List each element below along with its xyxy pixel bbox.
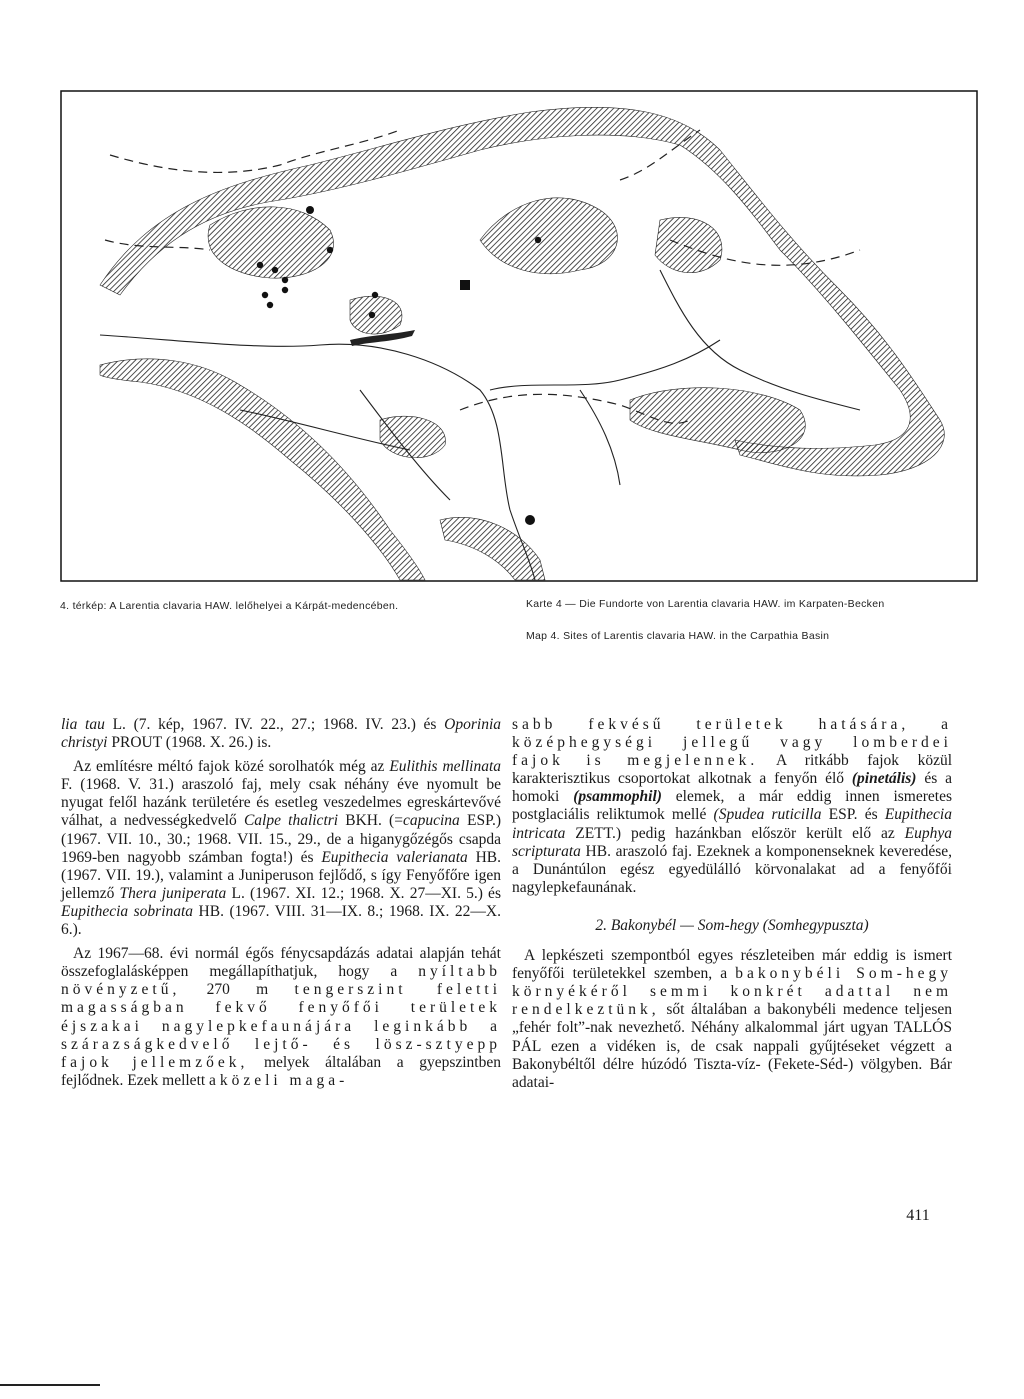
left-paragraph-3: Az 1967—68. évi normál égős fénycsapdázás adatai alapján tehát összefoglalásképpen megállapíthatjuk, hogy a nyíltabb növényzetű, 270 m tengerszint feletti magasságban fekvő fenyőfői területek éjszakai nagylepkefaunájára leginkább a szárazságkedvelő lejtő- és lösz-sztyepp fajok jellemzőek, melyek általában a gyepszintben fejlődnek. Ezek mellett a közeli maga- <box>61 945 501 1089</box>
map-caption-english: Map 4. Sites of Larentis clavaria HAW. in the Carpathia Basin <box>526 630 830 642</box>
left-paragraph-1: lia tau L. (7. kép, 1967. IV. 22., 27.; 1968. IV. 23.) és Oporinia christyi PROUT (1968. X. 26.) is. <box>61 716 502 752</box>
footer-rule <box>0 1384 100 1386</box>
right-paragraph-2: A lepkészeti szempontból egyes részleteiben már eddig is ismert fenyőfői területekkel szemben, a bakonybéli Som-hegy környékéről semmi konkrét adattal nem rendelkeztünk, sőt általában a bakonybéli medence teljesen „fehér folt”-nak nevezhető. Néhány alkalommal járt ugyan TALLÓS PÁL ezen a vidéken is, de csak nappali gyűjtéseket végzett a Bakonybéltől délre húzódó Tiszta-víz- (Fekete-Séd-) völgyben. Bár adatai- <box>512 947 952 1091</box>
page-number: 411 <box>906 1207 930 1224</box>
map-frame <box>61 91 977 581</box>
left-paragraph-2: Az említésre méltó fajok közé sorolhatók még az Eulithis mellinata F. (1968. V. 31.) araszoló faj, mely csak néhány éve nyomult be nyugat felől hazánk területére és esetleg veszedelmes egreskártevővé válhat, a nedvességkedvelő Calpe thalictri BKH. (=capucina ESP.) (1967. VII. 10., 30.; 1968. VII. 15., 29., de a higanygőzégős csapda 1969-ben nagyobb számban fogta!) és Eupithecia valerianata HB. (1967. VII. 19.), valamint a Juniperuson fejlődő, s így Fenyőfőre igen jellemző Thera juniperata L. (1967. XI. 12.; 1968. X. 27—XI. 5.) és Eupithecia sobrinata HB. (1967. VIII. 31—IX. 8.; 1968. IX. 22—X. 6.). <box>61 758 502 939</box>
right-paragraph-1: sabb fekvésű területek hatására, a középhegységi jellegű vagy lomberdei fajok is megjelennek. A ritkább fajok közül karakterisztikus csoportokat alkotnak a fenyőn élő (pinetális) és a homoki (psammophil) elemek, a már eddig innen ismeretes postglaciális reliktumok mellé (Spudea ruticilla ESP. és Eupithecia intricata ZETT.) pedig hazánkban először került elő az Euphya scripturata HB. araszoló faj. Ezeknek a komponenseknek keveredése, a Dunántúlon egész egyedülálló körvonalakat ad a fenyőfői nagylepkefaunának. <box>512 716 953 896</box>
section-heading: 2. Bakonybél — Som-hegy (Somhegypuszta) <box>595 916 869 934</box>
distribution-map <box>60 90 978 582</box>
map-caption-german: Karte 4 — Die Fundorte von Larentia clavaria HAW. im Karpaten-Becken <box>526 598 885 610</box>
left-column <box>61 716 501 1090</box>
right-column <box>512 716 952 1092</box>
map-caption-hungarian: 4. térkép: A Larentia clavaria HAW. lelőhelyei a Kárpát-medencében. <box>60 600 399 612</box>
